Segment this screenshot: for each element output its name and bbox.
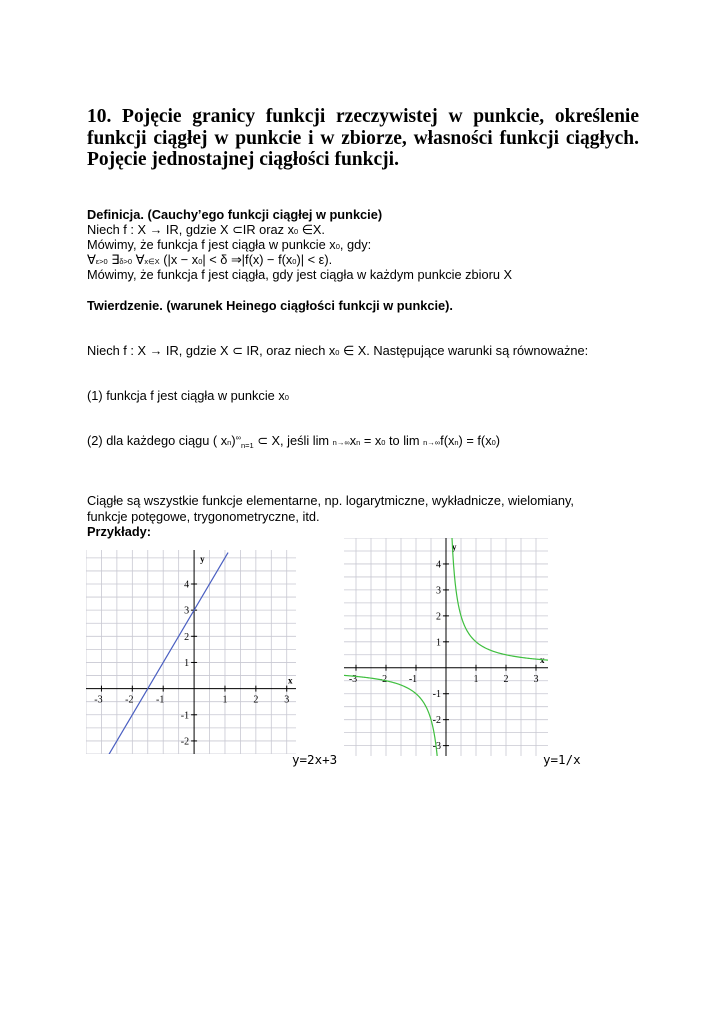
graph-hyperbola xyxy=(344,538,548,756)
definition-formula xyxy=(87,252,332,268)
forall-symbol: ∀ xyxy=(132,252,145,267)
y-tick-label: 3 xyxy=(184,605,190,617)
y-tick-label: 4 xyxy=(436,559,441,571)
hyperbola-branch-negative xyxy=(344,675,437,756)
text: ) = f(x xyxy=(458,433,492,448)
examples-line-1: Ciągłe są wszystkie funkcje elementarne, np. logarytmiczne, wykładnicze, wielomiany, xyxy=(87,493,574,508)
text: ∈X. xyxy=(298,222,325,237)
text: to lim xyxy=(385,433,424,448)
text: ⊂ X, jeśli lim xyxy=(253,433,333,448)
subscript: ε>0 xyxy=(95,257,108,266)
text: )| < ε). xyxy=(296,252,333,267)
x-tick-label: 3 xyxy=(533,673,539,685)
subscript: 0 xyxy=(294,227,299,236)
document-title: 10. Pojęcie granicy funkcji rzeczywistej w punkcie, określenie funkcji ciągłej w punkcie i w zbiorze, własności funkcji ciągłych. Pojęcie jednostajnej ciągłości funkcji. xyxy=(87,106,639,170)
y-tick-label: 3 xyxy=(436,585,441,597)
y-tick-label: 1 xyxy=(184,657,190,669)
definition-heading: Definicja. (Cauchy’ego funkcji ciągłej w punkcie) xyxy=(87,207,383,222)
text: Niech f : X → IR, gdzie X ⊂ IR, oraz niech x xyxy=(87,343,336,358)
x-tick-label: -1 xyxy=(408,673,418,685)
theorem-intro xyxy=(87,343,588,359)
x-tick-label: 2 xyxy=(503,673,509,685)
subscript: n→∞ xyxy=(332,438,350,447)
x-tick-label: 2 xyxy=(253,694,259,706)
y-tick-label: -1 xyxy=(180,710,190,722)
subscript: n=1 xyxy=(240,441,254,450)
text: ∈ X. Następujące warunki są równoważne: xyxy=(339,343,589,358)
subscript: 0 xyxy=(198,257,203,266)
caption-linear: y=2x+3 xyxy=(292,752,338,767)
y-axis-label: y xyxy=(452,542,457,552)
subscript: n xyxy=(227,438,232,447)
theorem-heading: Twierdzenie. (warunek Heinego ciągłości funkcji w punkcie). xyxy=(87,298,453,313)
theorem-condition-2 xyxy=(87,433,500,450)
subscript: x∈X xyxy=(144,257,160,266)
y-tick-label: 1 xyxy=(436,637,441,649)
y-tick-label: 2 xyxy=(184,631,190,643)
x-tick-label: -3 xyxy=(348,673,358,685)
text: f(x xyxy=(440,433,455,448)
subscript: 0 xyxy=(335,348,340,357)
definition-line-4: Mówimy, że funkcja f jest ciągła, gdy jest ciągła w każdym punkcie zbioru X xyxy=(87,267,513,282)
text: x xyxy=(349,433,357,448)
y-axis-label: y xyxy=(200,554,205,564)
text: (2) dla każdego ciągu ( x xyxy=(87,433,228,448)
y-tick-label: 4 xyxy=(184,579,190,591)
subscript: n→∞ xyxy=(423,438,441,447)
x-tick-label: -2 xyxy=(125,694,134,706)
superscript: ∞ xyxy=(235,433,241,442)
subscript: 0 xyxy=(292,257,297,266)
x-tick-label: 3 xyxy=(284,694,290,706)
x-tick-label: 1 xyxy=(473,673,479,685)
subscript: 0 xyxy=(284,393,289,402)
text: = x xyxy=(360,433,382,448)
x-tick-label: 1 xyxy=(222,694,228,706)
text: | < δ ⇒|f(x) − f(x xyxy=(202,252,293,267)
text: (1) funkcja f jest ciągła w punkcie x xyxy=(87,388,285,403)
subscript: 0 xyxy=(491,438,496,447)
text: Niech f : X → IR, gdzie X ⊂IR oraz x xyxy=(87,222,295,237)
graph-linear xyxy=(86,550,296,754)
text: (|x − x xyxy=(159,252,199,267)
definition-line-1 xyxy=(87,222,325,238)
caption-hyperbola: y=1/x xyxy=(543,752,581,767)
subscript: n xyxy=(356,438,361,447)
theorem-condition-1 xyxy=(87,388,289,403)
y-tick-label: -3 xyxy=(432,741,441,753)
text: Mówimy, że funkcja f jest ciągła w punkcie x xyxy=(87,237,336,252)
exists-symbol: ∃ xyxy=(107,252,120,267)
definition-line-2 xyxy=(87,237,371,252)
forall-symbol: ∀ xyxy=(87,252,96,267)
subscript: 0 xyxy=(381,438,386,447)
text: , gdy: xyxy=(339,237,372,252)
text: ) xyxy=(231,433,236,448)
examples-line-2: funkcje potęgowe, trygonometryczne, itd. xyxy=(87,509,320,524)
y-tick-label: -2 xyxy=(432,715,441,727)
x-tick-label: -3 xyxy=(94,694,103,706)
y-tick-label: 2 xyxy=(436,611,441,623)
x-tick-label: -2 xyxy=(378,673,388,685)
subscript: δ>0 xyxy=(119,257,133,266)
subscript: n xyxy=(454,438,459,447)
subscript: 0 xyxy=(335,242,340,251)
y-tick-label: -1 xyxy=(432,689,441,701)
x-axis-label: x xyxy=(540,654,545,665)
examples-heading: Przykłady: xyxy=(87,524,152,539)
function-line xyxy=(108,553,228,754)
y-tick-label: -2 xyxy=(180,736,190,748)
x-axis-label: x xyxy=(288,675,293,686)
x-tick-label: -1 xyxy=(156,694,165,706)
text: ) xyxy=(495,433,501,448)
